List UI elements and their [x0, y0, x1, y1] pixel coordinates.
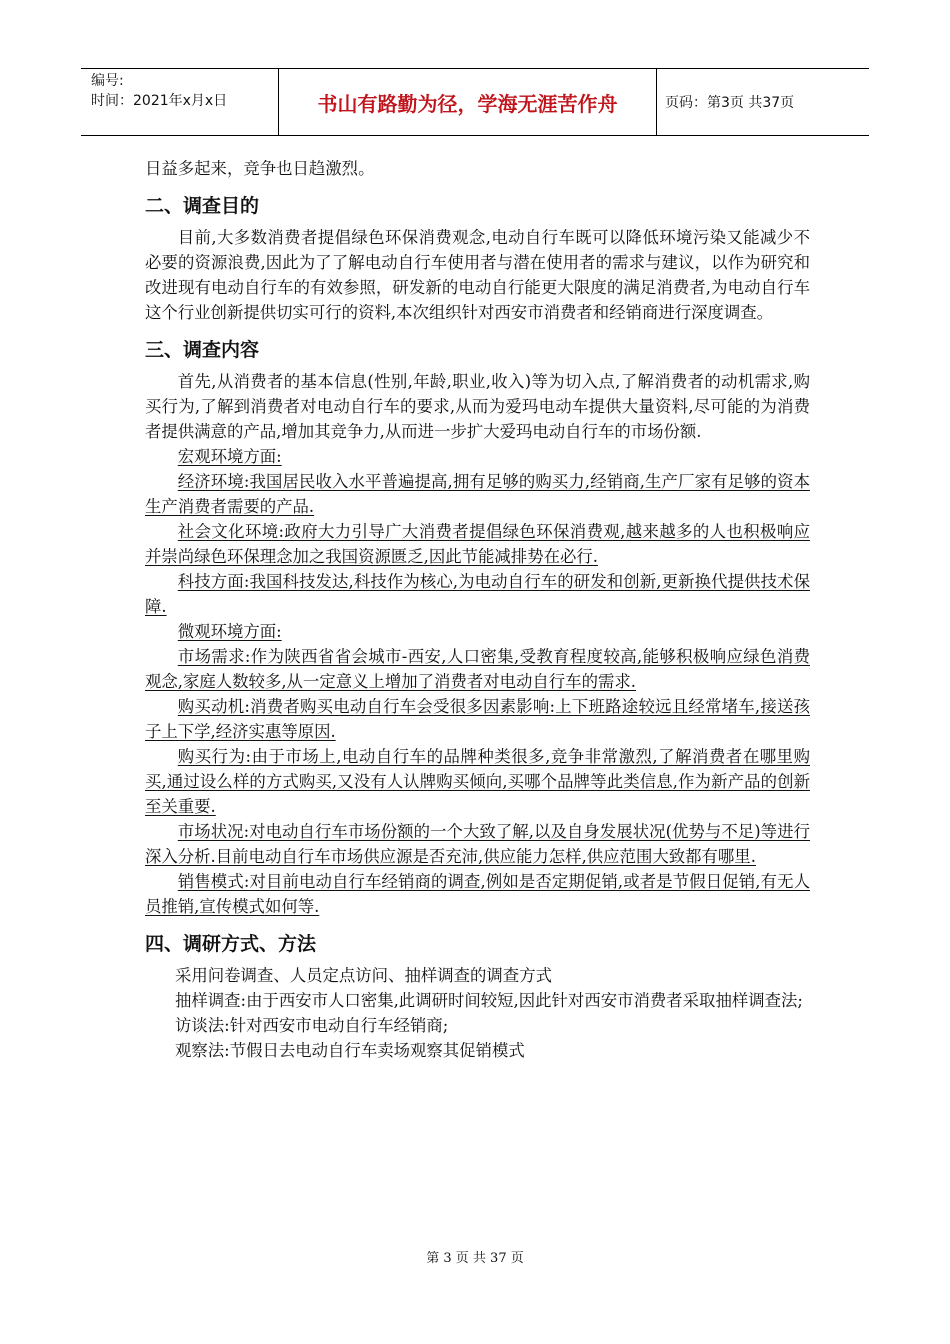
method-line-sampling: 抽样调查:由于西安市人口密集,此调研时间较短,因此针对西安市消费者采取抽样调查法; [175, 991, 803, 1010]
page-header [81, 68, 869, 136]
section-title-content: 三、调查内容 [145, 339, 260, 361]
method-line-observation: 观察法:节假日去电动自行车卖场观察其促销模式 [175, 1041, 525, 1060]
micro-title: 微观环境方面: [177, 622, 282, 641]
macro-item-society: 社会文化环境:政府大力引导广大消费者提倡绿色环保消费观,越来越多的人也积极响应并崇尚绿色环保理念加之我国资源匮乏,因此节能减排势在必行. [145, 522, 810, 566]
document-body [145, 156, 810, 1063]
header-motto: 书山有路勤为径，学海无涯苦作舟 [279, 69, 657, 135]
section-title-methods: 四、调研方式、方法 [145, 933, 317, 955]
macro-item-economy: 经济环境:我国居民收入水平普遍提高,拥有足够的购买力,经销商,生产厂家有足够的资本生产消费者需要的产品. [145, 472, 810, 516]
method-line-overview: 采用问卷调查、人员定点访问、抽样调查的调查方式 [175, 966, 552, 985]
micro-item-demand: 市场需求:作为陕西省省会城市-西安,人口密集,受教育程度较高,能够积极响应绿色消费观念,家庭人数较多,从一定意义上增加了消费者对电动自行车的需求. [145, 647, 810, 691]
page-footer: 第 3 页 共 37 页 [426, 1251, 524, 1266]
micro-item-motivation: 购买动机:消费者购买电动自行车会受很多因素影响:上下班路途较远且经常堵车,接送孩子上下学,经济实惠等原因. [145, 697, 810, 741]
method-line-interview: 访谈法:针对西安市电动自行车经销商; [175, 1016, 449, 1035]
content-paragraph: 首先,从消费者的基本信息(性别,年龄,职业,收入)等为切入点,了解消费者的动机需求,购买行为,了解到消费者对电动自行车的要求,从而为爱玛电动车提供大量资料,尽可能的为消费者提供满意的产品,增加其竞争力,从而进一步扩大爱玛电动自行车的市场份额. [145, 372, 810, 441]
header-page-info: 页码：第3页 共37页 [665, 95, 795, 111]
micro-item-behavior: 购买行为:由于市场上,电动自行车的品牌种类很多,竞争非常激烈,了解消费者在哪里购买,通过设么样的方式购买,又没有人认牌购买倾向,买哪个品牌等此类信息,作为新产品的创新至关重要. [145, 747, 810, 816]
date-label: 时间：2021年x月x日 [91, 93, 228, 109]
micro-item-market: 市场状况:对电动自行车市场份额的一个大致了解,以及自身发展状况(优势与不足)等进行深入分析.目前电动自行车市场供应源是否充沛,供应能力怎样,供应范围大致都有哪里. [145, 822, 810, 866]
macro-item-technology: 科技方面:我国科技发达,科技作为核心,为电动自行车的研发和创新,更新换代提供技术保障. [145, 572, 810, 616]
intro-tail: 日益多起来，竞争也日趋激烈。 [145, 159, 375, 178]
micro-item-sales: 销售模式:对目前电动自行车经销商的调查,例如是否定期促销,或者是节假日促销,有无人员推销,宣传模式如何等. [145, 872, 810, 916]
section-title-purpose: 二、调查目的 [145, 195, 260, 217]
purpose-paragraph: 目前,大多数消费者提倡绿色环保消费观念,电动自行车既可以降低环境污染又能减少不必要的资源浪费,因此为了了解电动自行车使用者与潜在使用者的需求与建议，以作为研究和改进现有电动自行车的有效参照，研发新的电动自行能更大限度的满足消费者,为电动自行车这个行业创新提供切实可行的资料,本次组织针对西安市消费者和经销商进行深度调查。 [145, 228, 810, 322]
number-label: 编号: [91, 73, 124, 89]
macro-title: 宏观环境方面: [177, 447, 282, 466]
header-meta [81, 69, 279, 135]
